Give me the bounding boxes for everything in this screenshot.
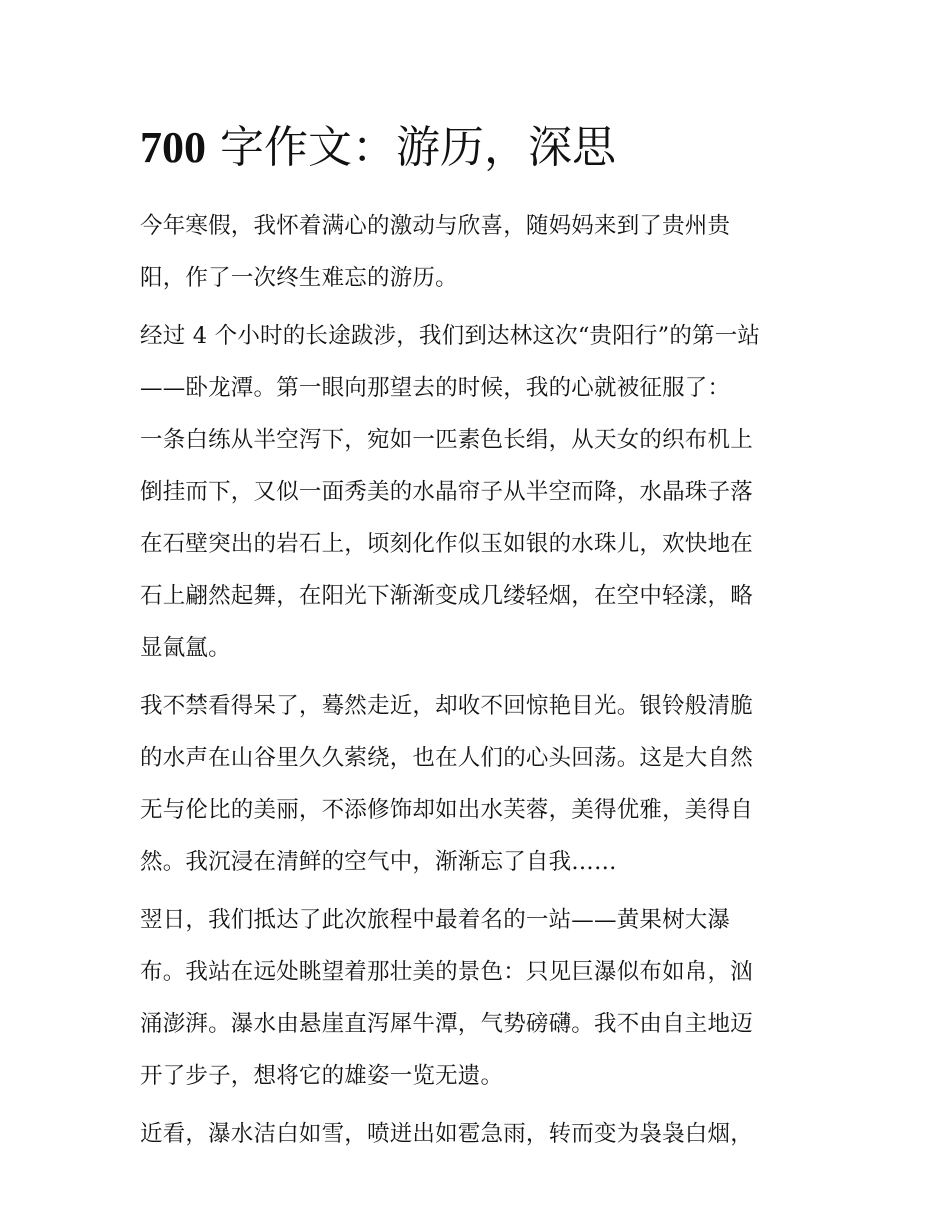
text-line: 翌日，我们抵达了此次旅程中最着名的一站——黄果树大瀑 bbox=[140, 907, 731, 933]
text-line: 布。我站在远处眺望着那壮美的景色：只见巨瀑似布如帛，汹 bbox=[140, 959, 753, 985]
text-line: 开了步子，想将它的雄姿一览无遗。 bbox=[140, 1063, 504, 1089]
title-text: 字作文：游历，深思 bbox=[220, 122, 616, 173]
text-line: 一条白练从半空泻下，宛如一匹素色长绢，从天女的织布机上 bbox=[140, 427, 753, 453]
text-line: 石上翩然起舞，在阳光下渐渐变成几缕轻烟，在空中轻漾，略 bbox=[140, 583, 753, 609]
text-line: 显氤氲。 bbox=[140, 635, 231, 661]
text-line: 阳，作了一次终生难忘的游历。 bbox=[140, 265, 458, 291]
paragraph-1 bbox=[140, 200, 820, 304]
text-line: 近看，瀑水洁白如雪，喷迸出如雹急雨，转而变为袅袅白烟， bbox=[140, 1121, 753, 1147]
page-title bbox=[140, 118, 840, 178]
paragraph-2 bbox=[140, 310, 820, 674]
article-body bbox=[140, 200, 820, 1166]
text-line: 的水声在山谷里久久萦绕，也在人们的心头回荡。这是大自然 bbox=[140, 745, 753, 771]
text-line: 今年寒假，我怀着满心的激动与欣喜，随妈妈来到了贵州贵 bbox=[140, 213, 731, 239]
paragraph-5 bbox=[140, 1108, 820, 1160]
text-line: 无与伦比的美丽，不添修饰却如出水芙蓉，美得优雅，美得自 bbox=[140, 797, 753, 823]
paragraph-3 bbox=[140, 680, 820, 888]
text-line: 涌澎湃。瀑水由悬崖直泻犀牛潭，气势磅礴。我不由自主地迈 bbox=[140, 1011, 753, 1037]
paragraph-4 bbox=[140, 894, 820, 1102]
text-line: 我不禁看得呆了，蓦然走近，却收不回惊艳目光。银铃般清脆 bbox=[140, 693, 753, 719]
text-line: 然。我沉浸在清鲜的空气中，渐渐忘了自我…… bbox=[140, 849, 617, 875]
text-line: ——卧龙潭。第一眼向那望去的时候，我的心就被征服了： bbox=[140, 375, 731, 401]
title-number: 700 bbox=[140, 123, 206, 172]
text-line: 经过 4 个小时的长途跋涉，我们到达林这次“贵阳行”的第一站 bbox=[140, 323, 761, 349]
text-line: 倒挂而下，又似一面秀美的水晶帘子从半空而降，水晶珠子落 bbox=[140, 479, 753, 505]
text-line: 在石壁突出的岩石上，顷刻化作似玉如银的水珠儿，欢快地在 bbox=[140, 531, 753, 557]
